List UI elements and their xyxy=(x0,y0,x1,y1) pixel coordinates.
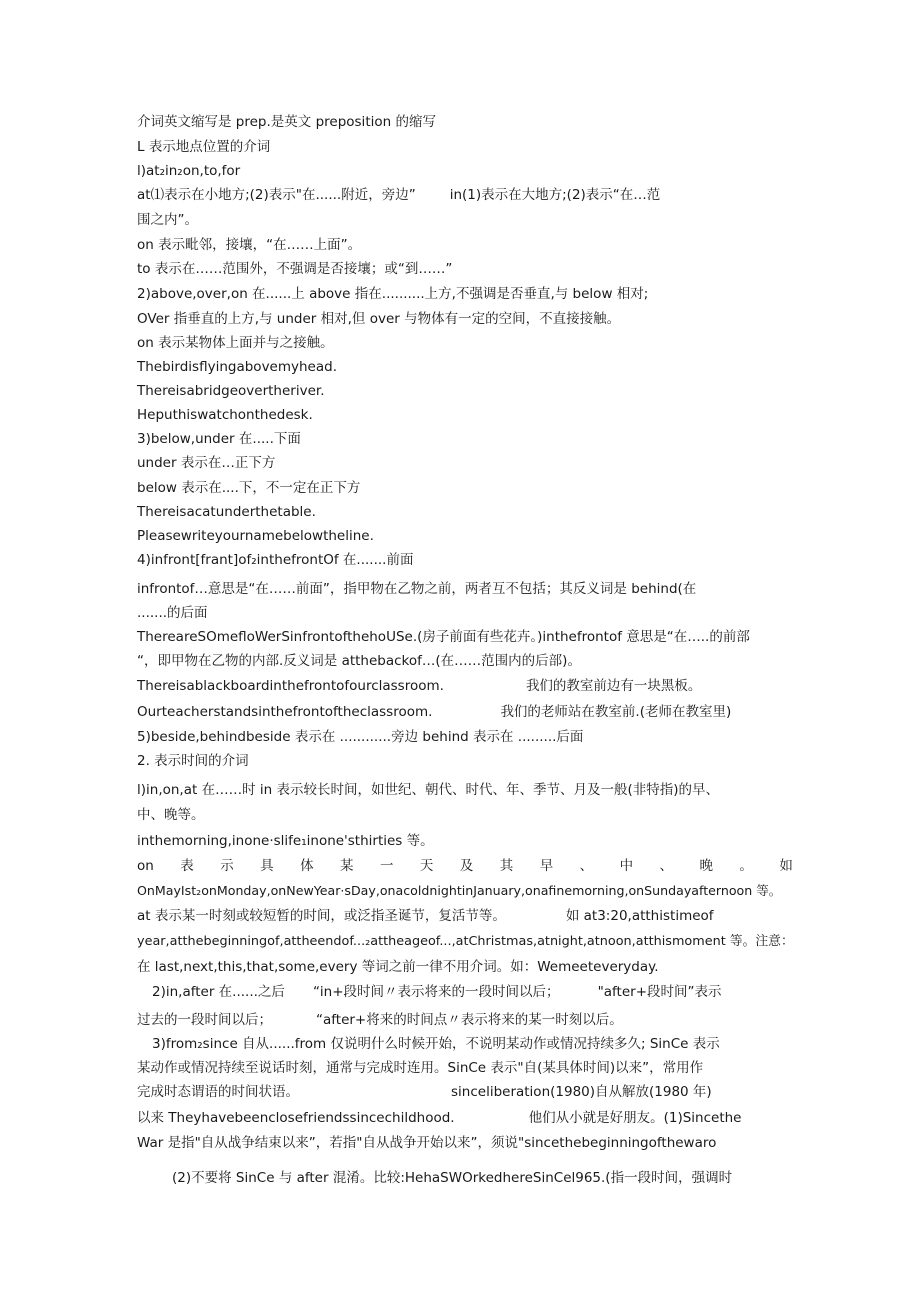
text-line: infrontof…意思是“在……前面”，指甲物在乙物之前，两者互不包括；其反义词是 behind(在 xyxy=(137,581,697,597)
text-line: year,atthebeginningof,attheendof...₂attheageof...,atChristmas,atnight,atnoon,atthismoment 等。注意： xyxy=(137,934,794,949)
text-at-time: at 表示某一时刻或较短暂的时间，或泛指圣诞节，复活节等。 xyxy=(137,908,506,924)
text-line xyxy=(137,186,797,204)
text-line: 某动作或情况持续至说话时刻，通常与完成时连用。SinCe 表示"自(某具体时间)以来”，常用作 xyxy=(137,1060,704,1076)
text-at: at⑴表示在小地方;(2)表示"在......附近，旁边” xyxy=(137,187,416,203)
word: on xyxy=(137,858,154,874)
text-line: on 表示某物体上面并与之接触。 xyxy=(137,335,334,351)
text-line: 围之内”。 xyxy=(137,212,198,228)
intro-line: 介词英文缩写是 prep.是英文 preposition 的缩写 xyxy=(137,114,436,130)
section-heading-place: L 表示地点位置的介词 xyxy=(137,139,271,155)
text-since-liberation: sinceliberation(1980)自从解放(1980 年) xyxy=(451,1084,712,1100)
example-sentence: Thebirdisflyingabovemyhead. xyxy=(137,359,337,375)
subheading-above-over: 2)above,over,on 在......上 above 指在..........上方,不强调是否垂直,与 below 相对; xyxy=(137,286,649,302)
text-adverbial: 完成时态谓语的时间状语。 xyxy=(137,1084,299,1100)
word: 。 xyxy=(739,858,753,874)
word: 、 xyxy=(659,858,674,874)
subheading-below-under: 3)below,under 在.....下面 xyxy=(137,431,301,447)
word: 、 xyxy=(579,858,594,874)
text-line: under 表示在…正下方 xyxy=(137,455,276,471)
word: 及 xyxy=(459,858,474,874)
text-line: inthemorning,inone·slife₁inone'sthirties 等。 xyxy=(137,833,434,849)
text-line: 在 last,next,this,that,some,every 等词之前一律不用介词。如：Wemeeteveryday. xyxy=(137,959,659,975)
text-line: War 是指"自从战争结束以来”，若指"自从战争开始以来”，须说"sincethebeginningofthewaro xyxy=(137,1135,717,1151)
subheading-at-in-on: l)at₂in₂on,to,for xyxy=(137,163,241,179)
word: 中 xyxy=(619,858,634,874)
example-english: 以来 Theyhavebeenclosefriendssincechildhood. xyxy=(137,1110,455,1126)
text-line: ThereareSOmefloWerSinfrontofthehoUSe.(房子前面有些花卉。)inthefrontof 意思是“在…..的前部 xyxy=(137,629,750,645)
word: 表 xyxy=(180,858,194,874)
text-in: in(1)表示在大地方;(2)表示“在…范 xyxy=(449,187,661,203)
word: 天 xyxy=(419,858,434,874)
text-line: on 表示毗邻，接壤，“在……上面”。 xyxy=(137,237,362,253)
word: 其 xyxy=(499,858,514,874)
justified-line xyxy=(137,857,793,875)
word: 晚 xyxy=(699,858,713,874)
subheading-beside-behind: 5)beside,behindbeside 表示在 ............旁边 behind 表示在 .........后面 xyxy=(137,729,584,745)
text-in-period: “in+段时间〃表示将来的一段时间以后； xyxy=(312,984,560,1000)
text-line: .......的后面 xyxy=(137,605,208,621)
text-past-period: 过去的一段时间以后； xyxy=(137,1012,272,1028)
example-english: Thereisablackboardinthefrontofourclassroom. xyxy=(137,678,444,694)
text-line: 中、晚等。 xyxy=(137,807,205,823)
example-translation: 我们的教室前边有一块黑板。 xyxy=(525,678,702,694)
word: 体 xyxy=(300,858,314,874)
text-line: “，即甲物在乙物的内部.反义词是 atthebackof…(在……范围内的后部)。 xyxy=(137,653,581,669)
text-future-point: “after+将来的时间点〃表示将来的某一时刻以后。 xyxy=(316,1012,623,1028)
text-after-period: "after+段时间”表示 xyxy=(597,984,722,1000)
example-sentence: Thereisacatunderthetable. xyxy=(137,504,316,520)
example-translation: 他们从小就是好朋友。(1)Sincethe xyxy=(528,1110,742,1126)
word: 如 xyxy=(779,858,793,874)
text-line xyxy=(137,907,797,925)
text-in-after: 2)in,after 在......之后 xyxy=(152,984,285,1000)
example-sentence xyxy=(137,677,797,695)
subheading-from-since: 3)from₂since 自从......from 仅说明什么时候开始，不说明某动作或情况持续多久; SinCe 表示 xyxy=(152,1036,720,1052)
text-line xyxy=(137,1083,797,1101)
subheading-in-on-at: l)in,on,at 在……时 in 表示较长时间，如世纪、朝代、时代、年、季节、月及一般(非特指)的早、 xyxy=(137,782,720,798)
example-sentence xyxy=(137,703,797,721)
text-line xyxy=(137,1109,797,1127)
example-sentence: Thereisabridgeovertheriver. xyxy=(137,383,325,399)
text-line: below 表示在....下，不一定在正下方 xyxy=(137,480,361,496)
example-sentence: Heputhiswatchonthedesk. xyxy=(137,407,313,423)
example-sentence: Pleasewriteyournamebelowtheline. xyxy=(137,528,374,544)
text-line: to 表示在……范围外，不强调是否接壤；或“到……” xyxy=(137,261,453,277)
word: 一 xyxy=(379,858,394,874)
word: 早 xyxy=(539,858,554,874)
example-english: Ourteacherstandsinthefrontoftheclassroom. xyxy=(137,704,433,720)
subheading-in-front-of: 4)infront[frant]of₂inthefrontOf 在.......前面 xyxy=(137,552,414,568)
text-line: OnMayIst₂onMonday,onNewYear·sDay,onacoldnightinJanuary,onafinemorning,onSundayafternoon 等。 xyxy=(137,883,782,898)
text-line xyxy=(137,1011,797,1029)
subheading-in-after xyxy=(152,983,812,1001)
word: 某 xyxy=(340,858,354,874)
note-line: (2)不要将 SinCe 与 after 混淆。比较:HehaSWOrkedhereSinCel965.(指一段时间，强调时 xyxy=(172,1170,733,1186)
example-translation: 我们的老师站在教室前.(老师在教室里) xyxy=(500,704,732,720)
text-example-start: 如 at3:20,atthistimeof xyxy=(565,908,714,924)
word: 示 xyxy=(220,858,234,874)
text-line: OVer 指垂直的上方,与 under 相对,但 over 与物体有一定的空间，不直接接触。 xyxy=(137,311,621,327)
word: 具 xyxy=(260,858,274,874)
section-heading-time: 2. 表示时间的介词 xyxy=(137,753,249,769)
